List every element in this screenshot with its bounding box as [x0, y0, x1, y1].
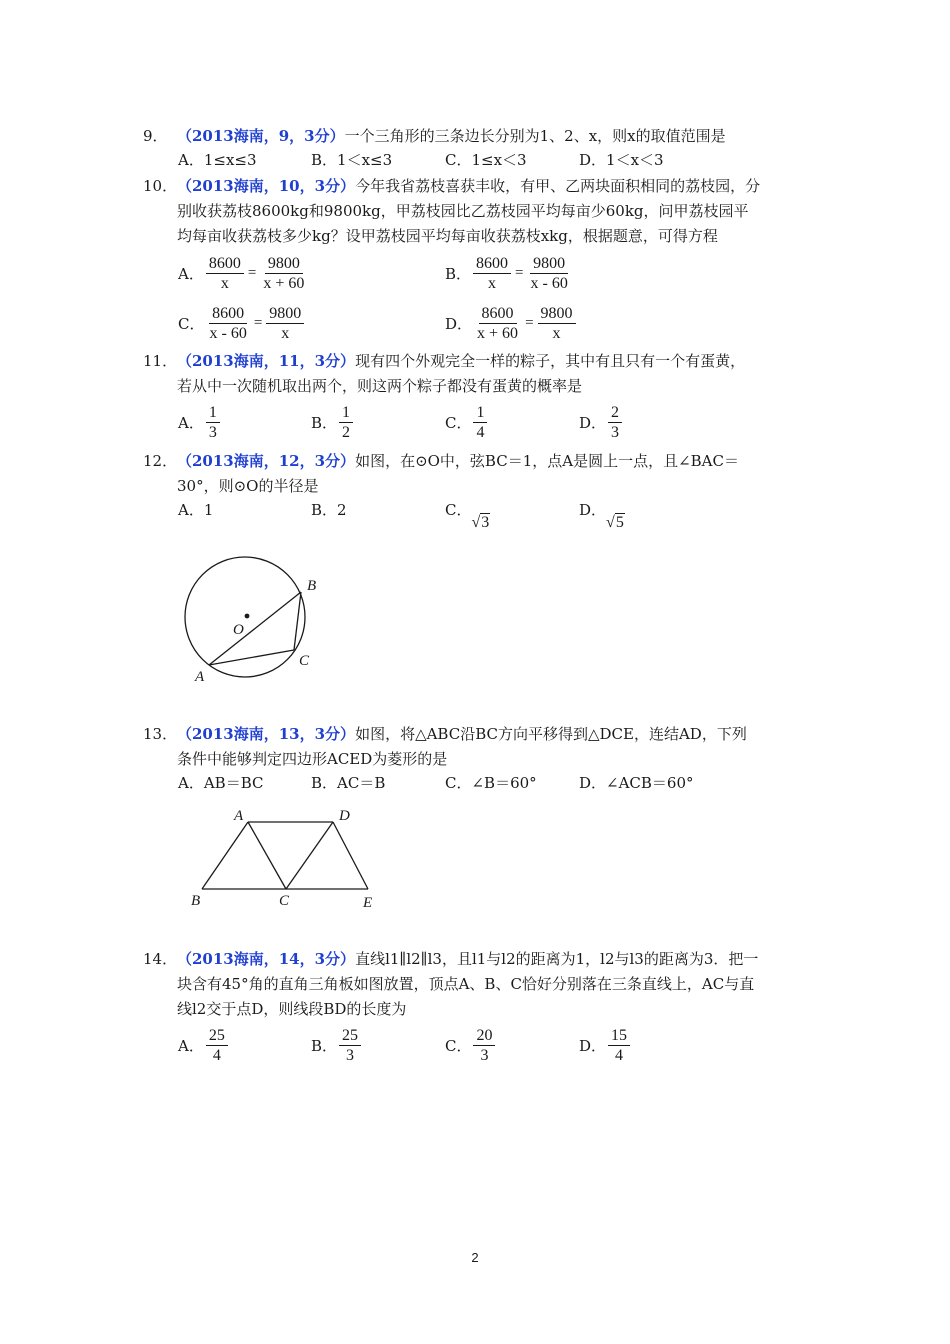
- fraction: [206, 1026, 228, 1065]
- numerator: 2: [608, 403, 622, 423]
- option-label: C．: [445, 414, 472, 432]
- segment-ab: [202, 822, 248, 889]
- question-number: 9．: [143, 127, 168, 145]
- numerator: 9800: [266, 304, 304, 324]
- denominator: 4: [476, 424, 485, 441]
- option-d: [579, 499, 625, 531]
- numerator: 9800: [265, 254, 303, 274]
- denominator: x - 60: [530, 275, 568, 292]
- numerator: 15: [608, 1026, 630, 1046]
- option-label: A．: [178, 414, 204, 432]
- question-text-line-1: 现有四个外观完全一样的粽子，其中有且只有一个有蛋黄，: [355, 352, 746, 370]
- numerator: 1: [206, 403, 220, 423]
- question-source: （2013海南，14，3分）: [177, 950, 356, 968]
- option-d: [579, 403, 624, 442]
- denominator: 3: [480, 1047, 489, 1064]
- equals-sign: =: [247, 265, 257, 281]
- option-b: [311, 403, 355, 442]
- numerator: 20: [473, 1026, 495, 1046]
- fraction: [473, 403, 487, 442]
- numerator: 8600: [209, 304, 247, 324]
- question-source: （2013海南，12，3分）: [177, 452, 356, 470]
- denominator: x: [281, 325, 290, 342]
- option-label: D．: [445, 315, 473, 333]
- question-11: [143, 349, 813, 399]
- question-text-line-1: 直线l1∥l2∥l3，且l1与l2的距离为1，l2与l3的距离为3．把一: [355, 950, 759, 968]
- fraction: [538, 304, 576, 343]
- option-label: B．: [311, 414, 338, 432]
- options-q14: [178, 1026, 818, 1068]
- fraction: [339, 1026, 361, 1065]
- option-b: [311, 499, 347, 520]
- options-q11: [178, 403, 818, 445]
- option-label: C．: [445, 1037, 472, 1055]
- option-b: B．AC＝B: [311, 774, 386, 792]
- option-label: B．: [311, 501, 338, 519]
- fraction: [528, 254, 571, 293]
- fraction: [474, 304, 521, 343]
- segment-cd: [286, 822, 333, 889]
- question-text: 一个三角形的三条边长分别为1、2、x，则x的取值范围是: [344, 127, 726, 145]
- question-number: 10．: [143, 177, 178, 195]
- denominator: 3: [611, 424, 620, 441]
- label-c: C: [279, 893, 290, 909]
- chord-ab: [209, 592, 301, 665]
- question-text-line-1: 如图，在⊙O中，弦BC＝1，点A是圆上一点，且∠BAC＝: [355, 452, 739, 470]
- question-number: 14．: [143, 950, 178, 968]
- denominator: 2: [342, 424, 351, 441]
- numerator: 9800: [538, 304, 576, 324]
- equals-sign: =: [515, 265, 524, 281]
- option-c: C．∠B＝60°: [445, 774, 537, 792]
- option-label: B．: [445, 265, 472, 283]
- denominator: x + 60: [477, 325, 519, 342]
- options-q10-row1: [178, 254, 818, 296]
- option-c: [445, 499, 490, 531]
- equals-sign: =: [525, 315, 534, 331]
- option-d: [579, 1026, 632, 1065]
- options-q13: [178, 772, 818, 802]
- sqrt-expression: √3: [471, 514, 490, 531]
- fraction: [206, 254, 244, 293]
- numerator: 8600: [479, 304, 517, 324]
- option-label: B．: [311, 1037, 338, 1055]
- numerator: 8600: [206, 254, 244, 274]
- question-12: [143, 449, 813, 499]
- option-d: D．∠ACB＝60°: [579, 774, 694, 792]
- numerator: 25: [206, 1026, 228, 1046]
- label-d: D: [339, 808, 350, 824]
- fraction: [473, 254, 511, 293]
- option-a: [178, 254, 309, 293]
- denominator: x: [220, 275, 229, 292]
- numerator: 9800: [530, 254, 568, 274]
- option-value: 1: [203, 501, 214, 519]
- option-label: C．: [445, 501, 472, 519]
- question-text-line-3: 线l2交于点D，则线段BD的长度为: [177, 1000, 407, 1018]
- option-label: D．: [579, 414, 607, 432]
- question-source: （2013海南，10，3分）: [177, 177, 356, 195]
- label-b: B: [191, 893, 201, 909]
- option-value: 2: [337, 501, 347, 519]
- numerator: 25: [339, 1026, 361, 1046]
- rhombus-figure: [180, 800, 400, 915]
- option-d: [445, 304, 578, 343]
- fraction: [206, 304, 249, 343]
- question-number: 12．: [143, 452, 178, 470]
- denominator: 4: [615, 1047, 624, 1064]
- option-c: [445, 1026, 497, 1065]
- fraction: [608, 1026, 630, 1065]
- radicand: 5: [615, 514, 624, 531]
- denominator: 3: [346, 1047, 355, 1064]
- question-text-line-3: 均每亩收获荔枝多少kg？设甲荔枝园平均每亩收获荔枝xkg，根据题意，可得方程: [177, 227, 718, 245]
- question-number: 11．: [143, 352, 178, 370]
- options-q12: [178, 499, 818, 535]
- denominator: 4: [212, 1047, 221, 1064]
- option-c: [178, 304, 306, 343]
- question-source: （2013海南，9，3分）: [177, 127, 345, 145]
- option-label: C．: [178, 315, 205, 333]
- numerator: 1: [473, 403, 487, 423]
- radicand: 3: [481, 514, 490, 531]
- option-b: [311, 1026, 363, 1065]
- numerator: 8600: [473, 254, 511, 274]
- option-a: A．AB＝BC: [178, 774, 264, 792]
- label-e: E: [363, 895, 373, 911]
- question-number: 13．: [143, 725, 178, 743]
- fraction: [339, 403, 353, 442]
- question-text-line-2: 若从中一次随机取出两个，则这两个粽子都没有蛋黄的概率是: [177, 377, 583, 395]
- option-d: D．1＜x＜3: [579, 151, 664, 169]
- option-c: C．1≤x＜3: [445, 151, 527, 169]
- question-13: [143, 722, 813, 772]
- segment-de: [333, 822, 368, 889]
- option-a: [178, 1026, 230, 1065]
- question-9: [143, 124, 813, 149]
- option-label: D．: [579, 501, 607, 519]
- sqrt-expression: √5: [606, 514, 624, 531]
- fraction: [266, 304, 304, 343]
- question-10: [143, 174, 813, 249]
- options-q10-row2: [178, 304, 818, 346]
- option-label: D．: [579, 1037, 607, 1055]
- equals-sign: =: [253, 315, 263, 331]
- chord-ac: [209, 650, 294, 665]
- option-a: A．1≤x≤3: [178, 151, 257, 169]
- question-14: [143, 947, 813, 1022]
- denominator: x: [552, 325, 561, 342]
- denominator: x: [488, 275, 497, 292]
- circle-figure: [175, 548, 335, 693]
- segment-ac: [248, 822, 286, 889]
- option-label: A．: [178, 501, 204, 519]
- label-b: B: [307, 578, 317, 594]
- label-c: C: [299, 653, 310, 669]
- fraction: [473, 1026, 495, 1065]
- option-c: [445, 403, 489, 442]
- denominator: x - 60: [209, 325, 247, 342]
- option-b: B．1＜x≤3: [311, 151, 393, 169]
- question-text-line-2: 别收获荔枝8600kg和9800kg，甲荔枝园比乙荔枝园平均每亩少60kg，问甲荔枝园平: [177, 202, 749, 220]
- label-a: A: [234, 808, 244, 824]
- question-source: （2013海南，11，3分）: [177, 352, 356, 370]
- label-a: A: [195, 669, 205, 685]
- question-text-line-2: 块含有45°角的直角三角板如图放置，顶点A、B、C恰好分别落在三条直线上，AC与直: [177, 975, 755, 993]
- option-label: A．: [178, 265, 204, 283]
- denominator: 3: [208, 424, 217, 441]
- fraction: [206, 403, 220, 442]
- label-o: O: [233, 622, 244, 638]
- fraction: [608, 403, 622, 442]
- question-source: （2013海南，13，3分）: [177, 725, 356, 743]
- option-label: A．: [178, 1037, 204, 1055]
- option-a: [178, 403, 222, 442]
- page-number: 2: [471, 1250, 479, 1265]
- numerator: 1: [339, 403, 353, 423]
- fraction: [260, 254, 307, 293]
- question-text-line-2: 条件中能够判定四边形ACED为菱形的是: [177, 750, 448, 768]
- option-b: [445, 254, 573, 293]
- denominator: x + 60: [263, 275, 305, 292]
- center-point: [245, 614, 250, 619]
- question-text-line-1: 今年我省荔枝喜获丰收，有甲、乙两块面积相同的荔枝园，分: [355, 177, 761, 195]
- question-text-line-1: 如图，将△ABC沿BC方向平移得到△DCE，连结AD，下列: [355, 725, 747, 743]
- question-text-line-2: 30°，则⊙O的半径是: [177, 477, 319, 495]
- option-a: [178, 499, 213, 520]
